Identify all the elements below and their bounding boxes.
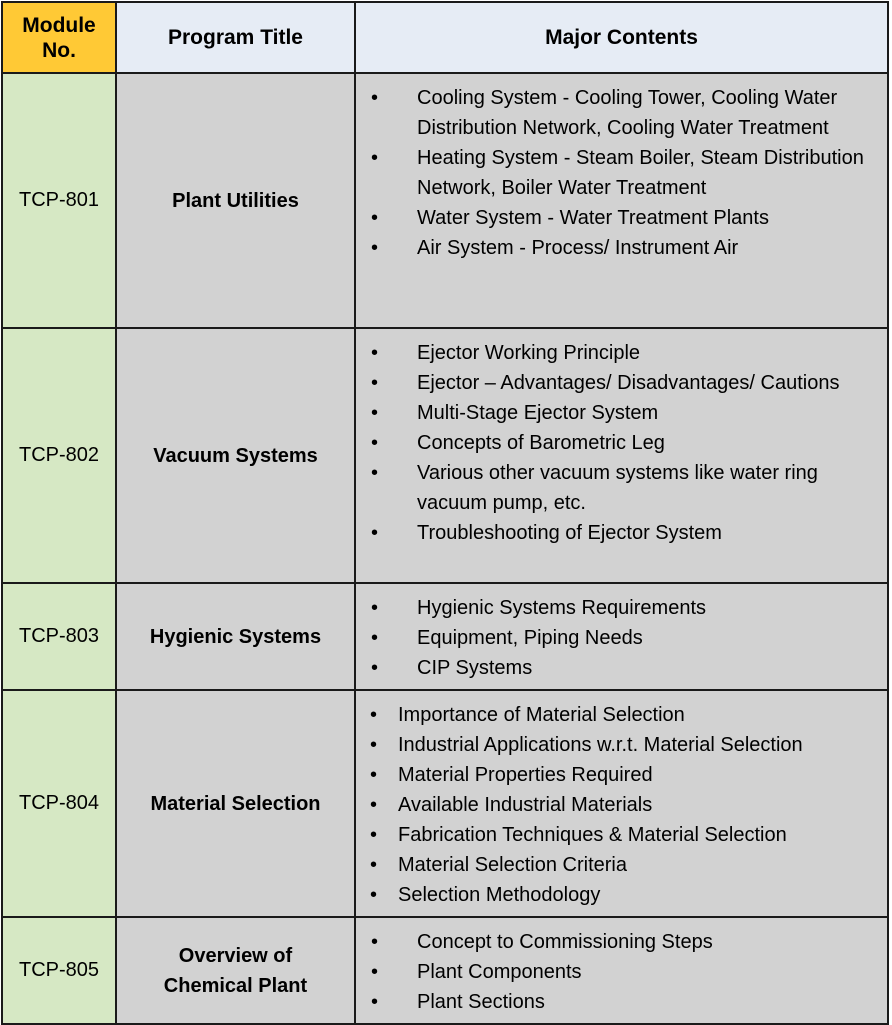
- list-item: • Water System - Water Treatment Plants: [356, 203, 875, 233]
- list-item: • Plant Components: [356, 957, 875, 987]
- program-title: Material Selection: [116, 690, 355, 917]
- major-contents-header: Major Contents: [355, 2, 888, 73]
- list-item: • Selection Methodology: [356, 880, 875, 910]
- program-title-header: Program Title: [116, 2, 355, 73]
- list-item: • Material Properties Required: [356, 760, 875, 790]
- contents-list: [356, 584, 887, 689]
- module-no-header: Module No.: [2, 2, 116, 73]
- table-row: [2, 328, 888, 583]
- table-row: [2, 690, 888, 917]
- module-number: TCP-804: [2, 690, 116, 917]
- program-title: Plant Utilities: [116, 73, 355, 328]
- table-row: [2, 73, 888, 328]
- list-item: • Industrial Applications w.r.t. Material Selection: [356, 730, 875, 760]
- program-title: [116, 917, 355, 1024]
- major-contents: [355, 583, 888, 690]
- training-modules-table: [1, 1, 889, 1025]
- list-item: • Heating System - Steam Boiler, Steam Distribution Network, Boiler Water Treatment: [356, 143, 875, 203]
- list-item: • Available Industrial Materials: [356, 790, 875, 820]
- contents-list: [356, 329, 887, 554]
- list-item: • Air System - Process/ Instrument Air: [356, 233, 875, 263]
- list-item: • Concepts of Barometric Leg: [356, 428, 875, 458]
- list-item: • Fabrication Techniques & Material Selection: [356, 820, 875, 850]
- module-number: TCP-801: [2, 73, 116, 328]
- list-item: • Ejector – Advantages/ Disadvantages/ Cautions: [356, 368, 875, 398]
- list-item: • Equipment, Piping Needs: [356, 623, 875, 653]
- contents-list: [356, 74, 887, 269]
- header-row: [2, 2, 888, 73]
- list-item: • CIP Systems: [356, 653, 875, 683]
- program-title: Vacuum Systems: [116, 328, 355, 583]
- table-row: [2, 917, 888, 1024]
- list-item: • Plant Sections: [356, 987, 875, 1017]
- module-number: TCP-805: [2, 917, 116, 1024]
- table-row: [2, 583, 888, 690]
- list-item: • Ejector Working Principle: [356, 338, 875, 368]
- list-item: • Hygienic Systems Requirements: [356, 593, 875, 623]
- program-title: Hygienic Systems: [116, 583, 355, 690]
- major-contents: [355, 690, 888, 917]
- list-item: • Material Selection Criteria: [356, 850, 875, 880]
- major-contents: [355, 917, 888, 1024]
- list-item: • Troubleshooting of Ejector System: [356, 518, 875, 548]
- contents-list: [356, 691, 887, 916]
- list-item: • Cooling System - Cooling Tower, Cooling Water Distribution Network, Cooling Water Treatment: [356, 83, 875, 143]
- major-contents: [355, 73, 888, 328]
- list-item: • Various other vacuum systems like water ring vacuum pump, etc.: [356, 458, 875, 518]
- list-item: • Importance of Material Selection: [356, 700, 875, 730]
- contents-list: [356, 918, 887, 1023]
- program-title-text: Overview of Chemical Plant: [163, 944, 308, 997]
- major-contents: [355, 328, 888, 583]
- module-number: TCP-803: [2, 583, 116, 690]
- list-item: • Concept to Commissioning Steps: [356, 927, 875, 957]
- list-item: • Multi-Stage Ejector System: [356, 398, 875, 428]
- module-number: TCP-802: [2, 328, 116, 583]
